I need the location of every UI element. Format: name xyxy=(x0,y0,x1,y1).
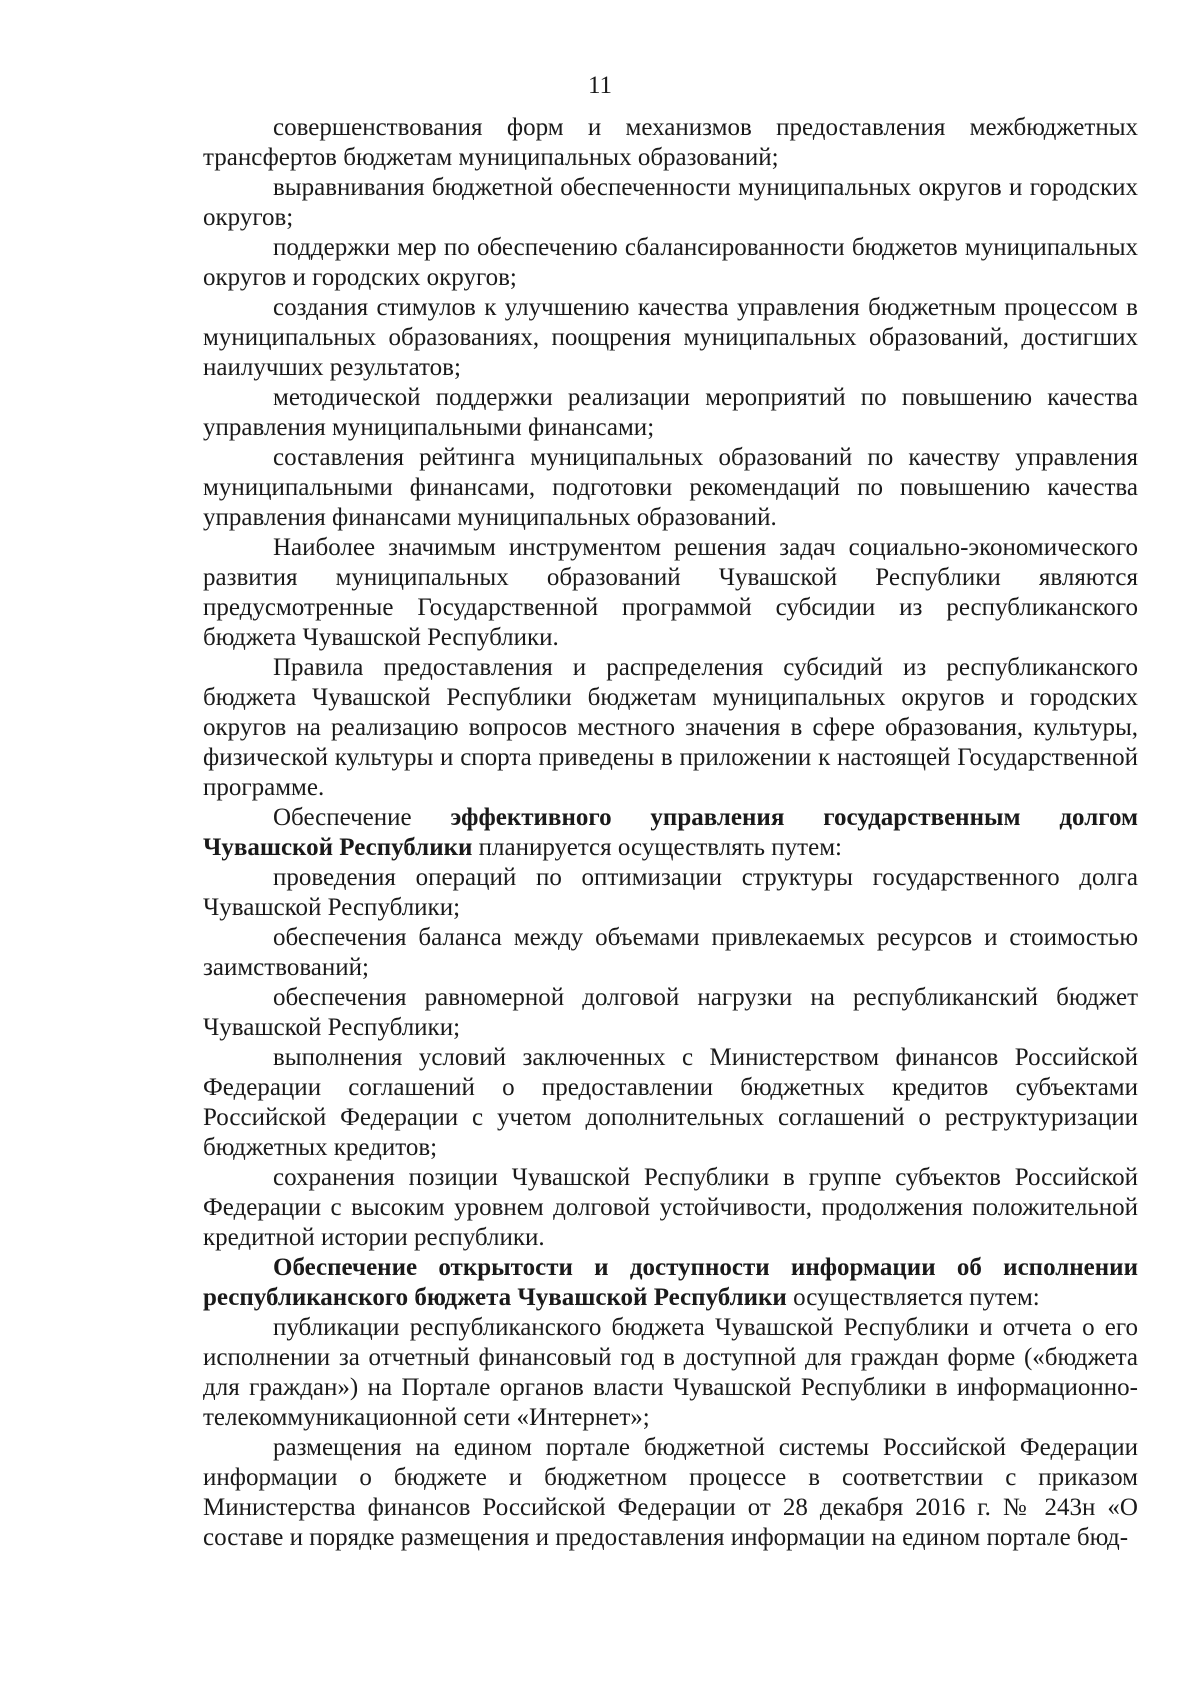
paragraph: размещения на едином портале бюджетной системы Российской Федерации информации о бюджете и бюджетном процессе в соответствии с приказом Министерства финансов Российской Федерации от 28 декабря 2016 г. № 243н «О составе и порядке размещения и предоставления информации на едином портале бюд- xyxy=(203,1434,1138,1551)
paragraph: составления рейтинга муниципальных образований по качеству управления муниципальными финансами, подготовки рекомендаций по повышению качества управления финансами муниципальных образований. xyxy=(203,444,1138,531)
paragraph: поддержки мер по обеспечению сбалансированности бюджетов муниципальных округов и городских округов; xyxy=(203,234,1138,291)
paragraph-debt-management xyxy=(203,803,1138,863)
paragraph: Наиболее значимым инструментом решения задач социально-экономического развития муниципальных образований Чувашской Республики являются предусмотренные Государственной программой субсидии из республиканского бюджета Чувашской Республики. xyxy=(203,534,1138,651)
bold-heading-budget-transparency: Обеспечение открытости и доступности информации об исполнении республиканского бюджета Чувашской Республики xyxy=(203,1254,1138,1311)
paragraph: проведения операций по оптимизации структуры государственного долга Чувашской Республики; xyxy=(203,864,1138,921)
paragraph: обеспечения равномерной долговой нагрузки на республиканский бюджет Чувашской Республики; xyxy=(203,984,1138,1041)
paragraph: публикации республиканского бюджета Чувашской Республики и отчета о его исполнении за отчетный финансовый год в доступной для граждан форме («бюджета для граждан») на Портале органов власти Чувашской Республики в информационно-телекоммуникационной сети «Интернет»; xyxy=(203,1314,1138,1431)
bold-heading-debt-management: эффективного управления государственным долгом Чувашской Республики xyxy=(203,804,1139,861)
page-number: 11 xyxy=(587,72,613,99)
paragraph-tail: осуществляется путем: xyxy=(786,1284,1040,1311)
paragraph: создания стимулов к улучшению качества управления бюджетным процессом в муниципальных образованиях, поощрения муниципальных образований, достигших наилучших результатов; xyxy=(203,294,1138,381)
paragraph: методической поддержки реализации мероприятий по повышению качества управления муниципальными финансами; xyxy=(203,384,1138,441)
paragraph: сохранения позиции Чувашской Республики в группе субъектов Российской Федерации с высоким уровнем долговой устойчивости, продолжения положительной кредитной истории республики. xyxy=(203,1164,1138,1251)
paragraph: совершенствования форм и механизмов предоставления межбюджетных трансфертов бюджетам муниципальных образований; xyxy=(203,114,1138,171)
paragraph: Правила предоставления и распределения субсидий из республиканского бюджета Чувашской Республики бюджетам муниципальных округов и городских округов на реализацию вопросов местного значения в сфере образования, культуры, физической культуры и спорта приведены в приложении к настоящей Государственной программе. xyxy=(203,654,1138,801)
paragraph: обеспечения баланса между объемами привлекаемых ресурсов и стоимостью заимствований; xyxy=(203,924,1138,981)
paragraph: выполнения условий заключенных с Министерством финансов Российской Федерации соглашений о предоставлении бюджетных кредитов субъектами Российской Федерации с учетом дополнительных соглашений о реструктуризации бюджетных кредитов; xyxy=(203,1044,1138,1161)
body-text xyxy=(203,113,1138,1553)
paragraph-lead: Обеспечение xyxy=(273,804,451,831)
paragraph: выравнивания бюджетной обеспеченности муниципальных округов и городских округов; xyxy=(203,174,1138,231)
paragraph-budget-transparency xyxy=(203,1253,1138,1313)
paragraph-tail: планируется осуществлять путем: xyxy=(472,834,842,861)
